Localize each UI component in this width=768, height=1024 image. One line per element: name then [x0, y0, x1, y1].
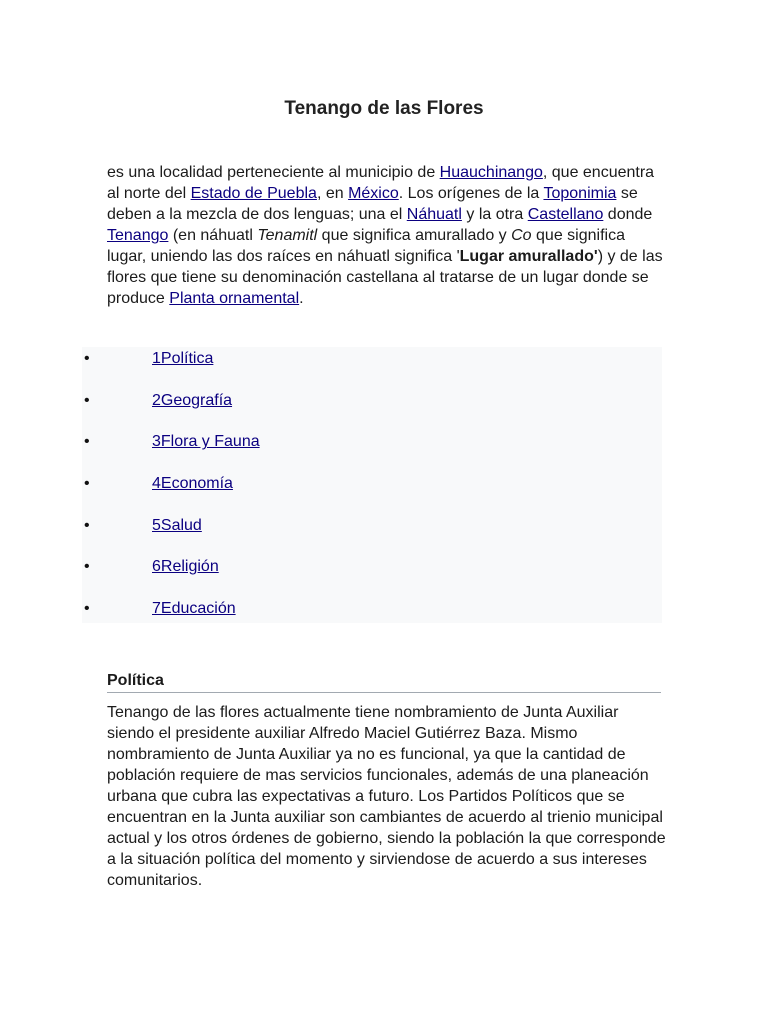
- intro-text: se deben a la mezcla de dos lenguas; una el: [107, 185, 638, 223]
- bullet-icon: •: [84, 433, 90, 451]
- toc-item: [82, 430, 662, 472]
- toc-item: [82, 597, 662, 639]
- toc-item: [82, 389, 662, 431]
- intro-italic-term: Tenamitl: [257, 227, 318, 244]
- bullet-icon: •: [84, 558, 90, 576]
- intro-text: es una localidad perteneciente al municipio de: [107, 164, 440, 181]
- bullet-icon: •: [84, 391, 90, 409]
- bullet-icon: •: [84, 516, 90, 534]
- link-huauchinango[interactable]: Huauchinango: [439, 164, 543, 181]
- bullet-icon: •: [84, 475, 90, 493]
- link-nahuatl[interactable]: Náhuatl: [406, 206, 462, 223]
- intro-text: ) y de las flores que tiene su denominación castellana al tratarse de un lugar donde se produce: [107, 248, 663, 307]
- toc-link-salud[interactable]: 5Salud: [152, 516, 202, 534]
- intro-italic-term: Co: [511, 227, 532, 244]
- intro-text: y la otra: [461, 206, 528, 223]
- bullet-icon: •: [84, 350, 90, 367]
- intro-paragraph: [107, 162, 667, 309]
- toc-link-geografia[interactable]: 2Geografía: [152, 391, 233, 409]
- intro-text: que significa amurallado y: [317, 227, 512, 244]
- toc-item: [82, 347, 662, 389]
- link-planta-ornamental[interactable]: Planta ornamental: [169, 290, 300, 307]
- toc-item: [82, 472, 662, 514]
- intro-text: donde: [603, 206, 653, 223]
- toc-link-flora-y-fauna[interactable]: 3Flora y Fauna: [152, 433, 260, 451]
- intro-text: , en: [316, 185, 349, 202]
- intro-bold-term: Lugar amurallado': [459, 248, 598, 265]
- toc-link-economia[interactable]: 4Economía: [152, 475, 233, 493]
- intro-text: . Los orígenes de la: [398, 185, 544, 202]
- link-castellano[interactable]: Castellano: [527, 206, 604, 223]
- toc-link-educacion[interactable]: 7Educación: [152, 600, 236, 618]
- toc-item: [82, 555, 662, 597]
- toc-link-politica[interactable]: 1Política: [152, 350, 214, 367]
- intro-text: , que encuentra al norte del: [107, 164, 655, 202]
- toc-item: [82, 514, 662, 556]
- link-mexico[interactable]: México: [348, 185, 399, 202]
- section-body-politica: Tenango de las flores actualmente tiene nombramiento de Junta Auxiliar siendo el presidente auxiliar Alfredo Maciel Gutiérrez Baza. Mismo nombramiento de Junta Auxiliar ya no es funcional, ya que la cantidad de población requiere de mas servicios funcionales, además de una planeación urbana que cubra las expectativas a futuro. Los Partidos Políticos que se encuentran en la Junta auxiliar son cambiantes de acuerdo al trienio municipal actual y los otros órdenes de gobierno, siendo la población la que corresponde a la situación política del momento y sirviendose de acuerdo a sus intereses comunitarios.: [107, 704, 666, 889]
- section-heading-politica: Política: [107, 672, 661, 693]
- page-title: Tenango de las Flores: [284, 98, 484, 119]
- bullet-icon: •: [84, 600, 90, 618]
- link-tenango[interactable]: Tenango: [107, 227, 169, 244]
- intro-text: .: [299, 290, 304, 307]
- link-toponimia[interactable]: Toponimia: [543, 185, 617, 202]
- table-of-contents: [82, 347, 662, 623]
- toc-link-religion[interactable]: 6Religión: [152, 558, 219, 576]
- intro-text: (en náhuatl: [168, 227, 258, 244]
- link-estado-de-puebla[interactable]: Estado de Puebla: [190, 185, 317, 202]
- intro-text: que significa lugar, uniendo las dos raíces en náhuatl significa ': [107, 227, 625, 265]
